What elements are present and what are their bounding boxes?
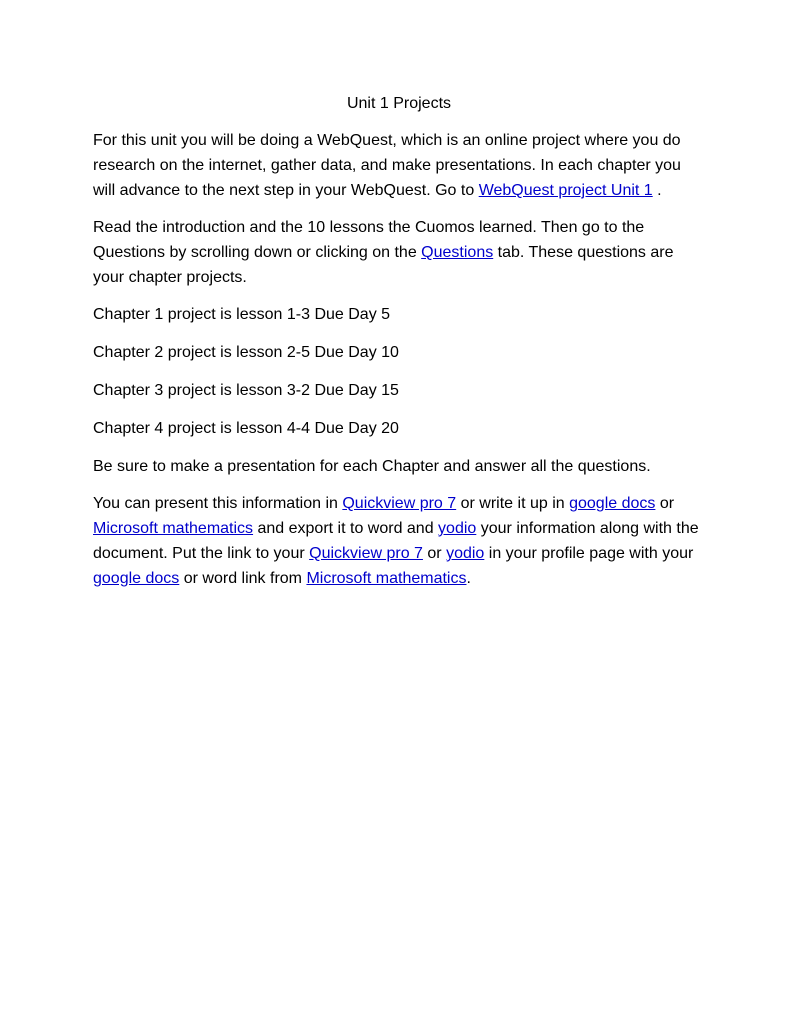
microsoft-mathematics-link-2[interactable]: Microsoft mathematics [306, 570, 467, 587]
reminder-paragraph: Be sure to make a presentation for each Chapter and answer all the questions. [93, 458, 651, 475]
chapter-1-line: Chapter 1 project is lesson 1-3 Due Day 5 [93, 306, 391, 323]
microsoft-mathematics-link[interactable]: Microsoft mathematics [93, 520, 254, 537]
webquest-project-link[interactable]: WebQuest project Unit 1 [478, 182, 653, 199]
chapter-2-line: Chapter 2 project is lesson 2-5 Due Day 10 [93, 344, 399, 361]
present-text: in your profile page with your [484, 545, 694, 562]
present-text: or [422, 545, 447, 562]
read-text: Read the introduction and the 10 lessons the Cuomos learned. Then go to the Questions by scrolling down or clicking on the [93, 219, 645, 261]
intro-text: For this unit you will be doing a WebQuest, which is an online project where you do research on the internet, gather data, and make presentations. In each chapter you will advance to the next step in your WebQuest. Go to [93, 132, 681, 199]
read-text-end: tab. These questions are your chapter projects. [93, 244, 674, 286]
present-text: or write it up in [456, 495, 570, 512]
chapter-3-line: Chapter 3 project is lesson 3-2 Due Day 15 [93, 382, 399, 399]
quickview-pro-link-2[interactable]: Quickview pro 7 [309, 545, 423, 562]
yodio-link-2[interactable]: yodio [446, 545, 485, 562]
yodio-link[interactable]: yodio [438, 520, 477, 537]
read-paragraph [93, 215, 705, 290]
present-text: or [655, 495, 675, 512]
present-text: or word link from [179, 570, 307, 587]
present-text: and export it to word and [253, 520, 439, 537]
present-text: your information along with the document. Put the link to your [93, 520, 699, 562]
quickview-pro-link[interactable]: Quickview pro 7 [342, 495, 457, 512]
page-title: Unit 1 Projects [346, 95, 452, 112]
intro-paragraph [93, 128, 705, 203]
document-page [93, 92, 705, 603]
google-docs-link-2[interactable]: google docs [93, 570, 180, 587]
present-paragraph [93, 491, 705, 591]
questions-link[interactable]: Questions [421, 244, 494, 261]
chapter-4-line: Chapter 4 project is lesson 4-4 Due Day 20 [93, 420, 399, 437]
intro-text-end: . [652, 182, 662, 199]
present-text: You can present this information in [93, 495, 343, 512]
google-docs-link[interactable]: google docs [569, 495, 656, 512]
present-text-end: . [466, 570, 471, 587]
